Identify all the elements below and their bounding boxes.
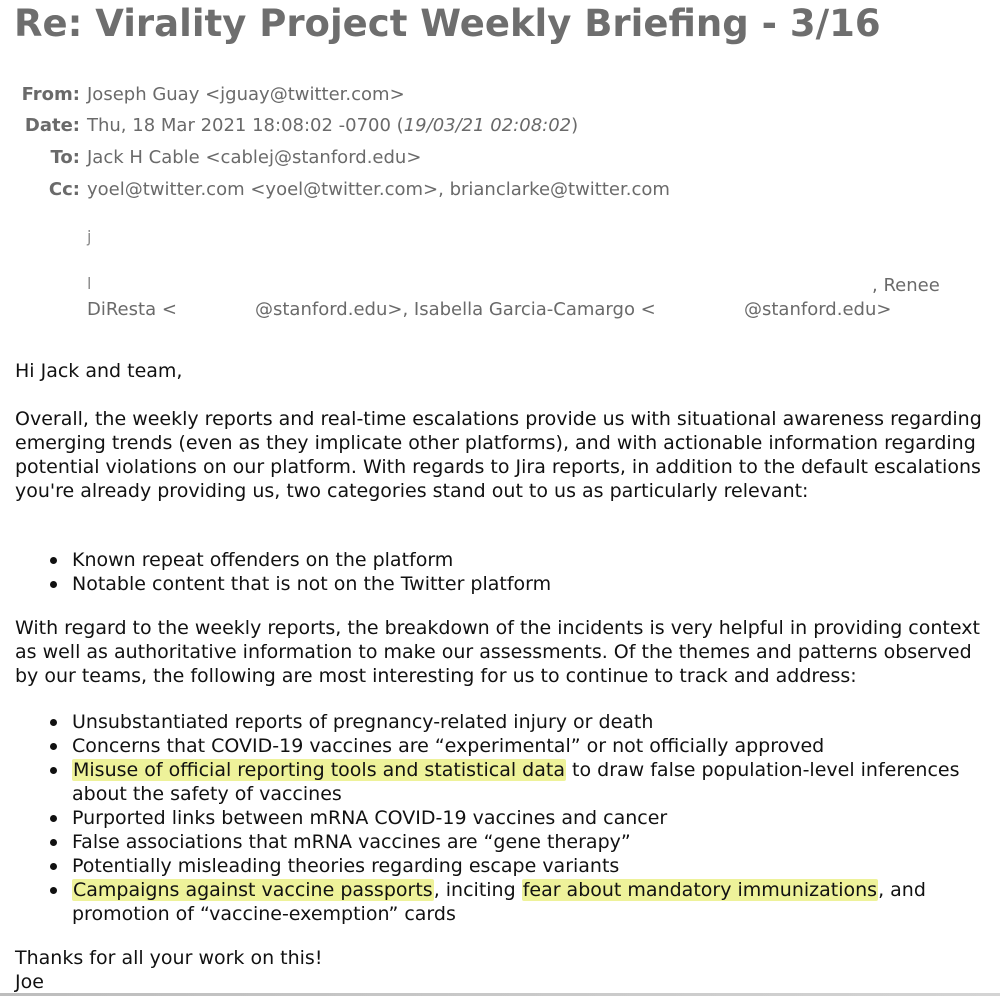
date-close: ) xyxy=(571,115,579,136)
closing-text: Thanks for all your work on this! xyxy=(15,947,323,969)
date-label: Date: xyxy=(24,115,80,136)
paragraph-2-text: With regard to the weekly reports, the breakdown of the incidents is very helpful in providing context as well as authoritative information to make our assessments. Of the themes and patterns observed by our teams, the following are most interesting for us to continue to track and address: xyxy=(15,617,980,687)
paragraph-2 xyxy=(15,616,990,688)
bullet-icon xyxy=(50,863,57,870)
date-value xyxy=(87,115,578,136)
list-item: Purported links between mRNA COVID-19 vaccines and cancer xyxy=(0,806,990,830)
bullet-icon xyxy=(50,815,57,822)
highlight-mandatory-immunizations: fear about mandatory immunizations xyxy=(522,879,878,901)
highlight-reporting-tools: Misuse of official reporting tools and statistical data xyxy=(73,759,565,781)
highlight-vaccine-passports: Campaigns against vaccine passports xyxy=(73,879,433,901)
from-value: Joseph Guay <jguay@twitter.com> xyxy=(87,84,405,105)
list-item: Notable content that is not on the Twitter platform xyxy=(0,572,990,596)
to-label: To: xyxy=(50,147,80,168)
list-2 xyxy=(0,710,990,926)
cc-line-1: yoel@twitter.com <yoel@twitter.com>, brianclarke@twitter.com xyxy=(87,179,670,200)
email-subject: Re: Virality Project Weekly Briefing - 3/16 xyxy=(14,2,881,45)
list-item: Known repeat offenders on the platform xyxy=(0,548,990,572)
greeting xyxy=(15,359,990,383)
bullet-icon xyxy=(50,743,57,750)
bullet-icon xyxy=(50,719,57,726)
bullet-icon xyxy=(50,557,57,564)
list-item: Potentially misleading theories regarding escape variants xyxy=(0,854,990,878)
list-item: False associations that mRNA vaccines are “gene therapy” xyxy=(0,830,990,854)
list-item: Unsubstantiated reports of pregnancy-related injury or death xyxy=(0,710,990,734)
list-item: Campaigns against vaccine passports, inciting fear about mandatory immunizations, and promotion of “vaccine-exemption” cards xyxy=(0,878,990,926)
paragraph-1-text: Overall, the weekly reports and real-time escalations provide us with situational awareness regarding emerging trends (even as they implicate other platforms), and with actionable information regarding potential violations on our platform. With regards to Jira reports, in addition to the default escalations you're already providing us, two categories stand out to us as particularly relevant: xyxy=(15,408,982,502)
list-1 xyxy=(0,548,990,596)
cc-label: Cc: xyxy=(48,179,80,200)
bullet-icon xyxy=(50,581,57,588)
greeting-text: Hi Jack and team, xyxy=(15,360,183,382)
cc-line-renee: , Renee xyxy=(872,275,940,296)
bullet-icon xyxy=(50,887,57,894)
list-item: Concerns that COVID-19 vaccines are “experimental” or not officially approved xyxy=(0,734,990,758)
from-label: From: xyxy=(21,84,80,105)
cc-last-b: @stanford.edu>, Isabella Garcia-Camargo < xyxy=(255,299,656,320)
cc-redacted-fragment-1: j xyxy=(87,227,92,246)
closing xyxy=(15,946,990,994)
date-alt: 19/03/21 02:08:02 xyxy=(403,115,572,136)
signature: Joe xyxy=(15,971,44,993)
to-value: Jack H Cable <cablej@stanford.edu> xyxy=(87,147,422,168)
cc-redacted-fragment-2: l xyxy=(87,274,92,293)
list-item: Misuse of official reporting tools and statistical data to draw false population-level inferences about the safety of vaccines xyxy=(0,758,990,806)
cc-last-c: @stanford.edu> xyxy=(744,299,892,320)
cc-last-a: DiResta < xyxy=(87,299,177,320)
bullet-icon xyxy=(50,767,57,774)
bullet-icon xyxy=(50,839,57,846)
paragraph-1 xyxy=(15,407,990,503)
date-main: Thu, 18 Mar 2021 18:08:02 -0700 ( xyxy=(87,115,404,136)
